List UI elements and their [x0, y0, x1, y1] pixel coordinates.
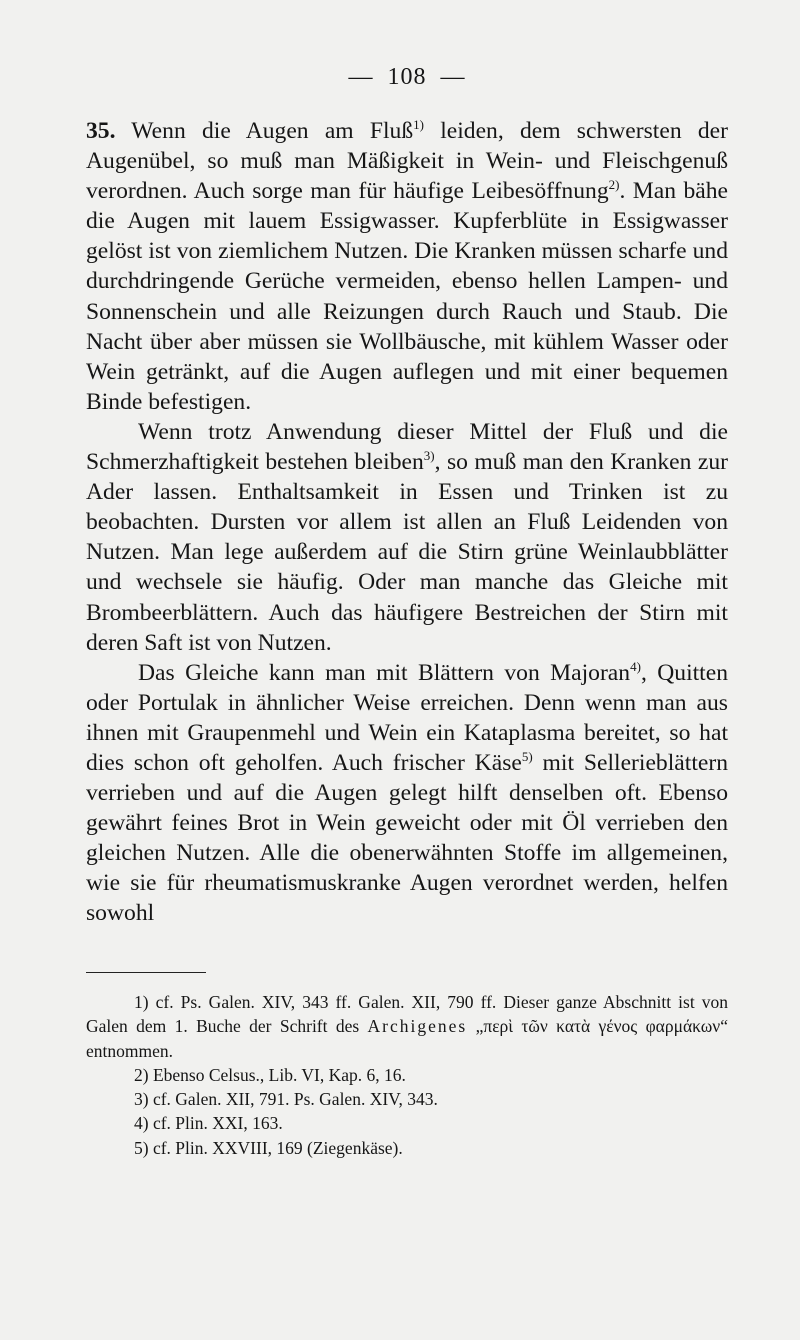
header-dash-left: — [348, 64, 374, 90]
footnote-ref: 5) [521, 749, 533, 765]
footnote-5 [86, 1136, 728, 1160]
page-header [86, 64, 728, 91]
footnote-divider [86, 972, 206, 973]
section-number: 35. [86, 118, 116, 144]
footnote-ref: 2) [608, 177, 620, 193]
text-run: , so muß man den Kranken zur Ader lassen. Enthaltsamkeit in Essen und Trinken ist zu beobachten. Dursten vor allem ist allen an Fluß Leidenden von Nutzen. Man lege außerdem auf die Stirn grüne Weinlaubblätter und wechsele sie häufig. Oder man manche das Gleiche mit Brombeerblättern. Auch das häufigere Bestreichen der Stirn mit deren Saft ist von Nutzen. [86, 449, 728, 656]
text-run: , Quitten oder Portulak in ähnlicher Weise erreichen. Denn wenn man aus ihnen mit Graupenmehl und Wein ein Kataplasma bereitet, so hat dies schon oft geholfen. Auch frischer Käse [86, 659, 729, 776]
footnotes [86, 990, 728, 1160]
footnote-2 [86, 1063, 728, 1087]
text-run: 1) cf. Ps. Galen. XIV, 343 ff. Galen. XII, 790 ff. Dieser ganze Abschnitt ist von Galen dem 1. Buche der Schrift des [86, 992, 728, 1037]
paragraph-3 [86, 658, 728, 929]
text-run: . Man bähe die Augen mit lauem Essigwasser. Kupferblüte in Essigwasser gelöst ist von ziemlichem Nutzen. Die Kranken müssen scharfe und durchdringende Gerüche vermeiden, ebenso hellen Lampen- und Sonnenschein und alle Reizungen durch Rauch und Staub. Die Nacht über aber müssen sie Wollbäusche, mit kühlem Wasser oder Wein getränkt, auf die Augen auflegen und mit einer bequemen Binde befestigen. [86, 178, 729, 415]
text-run: leiden, dem schwersten der Augenübel, so muß man Mäßigkeit in Wein- und Fleischgenuß verordnen. Auch sorge man für häufige Leibesöffnung [86, 118, 728, 205]
page-number: 108 [387, 64, 427, 90]
text-run: Das Gleiche kann man mit Blättern von Majoran [138, 659, 631, 686]
footnote-3 [86, 1087, 728, 1111]
footnote-4 [86, 1111, 728, 1135]
text-run: Wenn die Augen am Fluß [131, 118, 414, 144]
footnote-1 [86, 990, 728, 1063]
spaced-name: Archigenes [367, 1016, 468, 1037]
text-run: „περὶ τῶν κατὰ γένος φαρμάκων“ entnommen. [86, 1016, 728, 1061]
text-run: 4) cf. Plin. XXI, 163. [134, 1113, 283, 1134]
main-text [86, 116, 728, 929]
paragraph-1 [86, 116, 728, 417]
text-run: 2) Ebenso Celsus., Lib. VI, Kap. 6, 16. [134, 1064, 406, 1085]
paragraph-2 [86, 417, 728, 658]
header-dash-right: — [440, 64, 466, 90]
text-run: 5) cf. Plin. XXVIII, 169 (Ziegenkäse). [134, 1137, 403, 1158]
text-run: 3) cf. Galen. XII, 791. Ps. Galen. XIV, 343. [134, 1089, 438, 1110]
footnote-ref: 3) [423, 448, 435, 464]
text-run: Wenn trotz Anwendung dieser Mittel der Fluß und die Schmerzhaftigkeit bestehen bleiben [86, 418, 728, 476]
footnote-ref: 1) [413, 117, 424, 133]
footnote-ref: 4) [630, 658, 641, 674]
text-run: mit Sellerieblättern verrieben und auf die Augen gelegt hilft denselben oft. Ebenso gewährt feines Brot in Wein geweicht oder mit Öl verrieben den gleichen Nutzen. Alle die obenerwähnten Stoffe im allgemeinen, wie sie für rheumatismuskranke Augen verordnet werden, helfen sowohl [86, 749, 728, 927]
paragraph-1-body [86, 118, 728, 415]
